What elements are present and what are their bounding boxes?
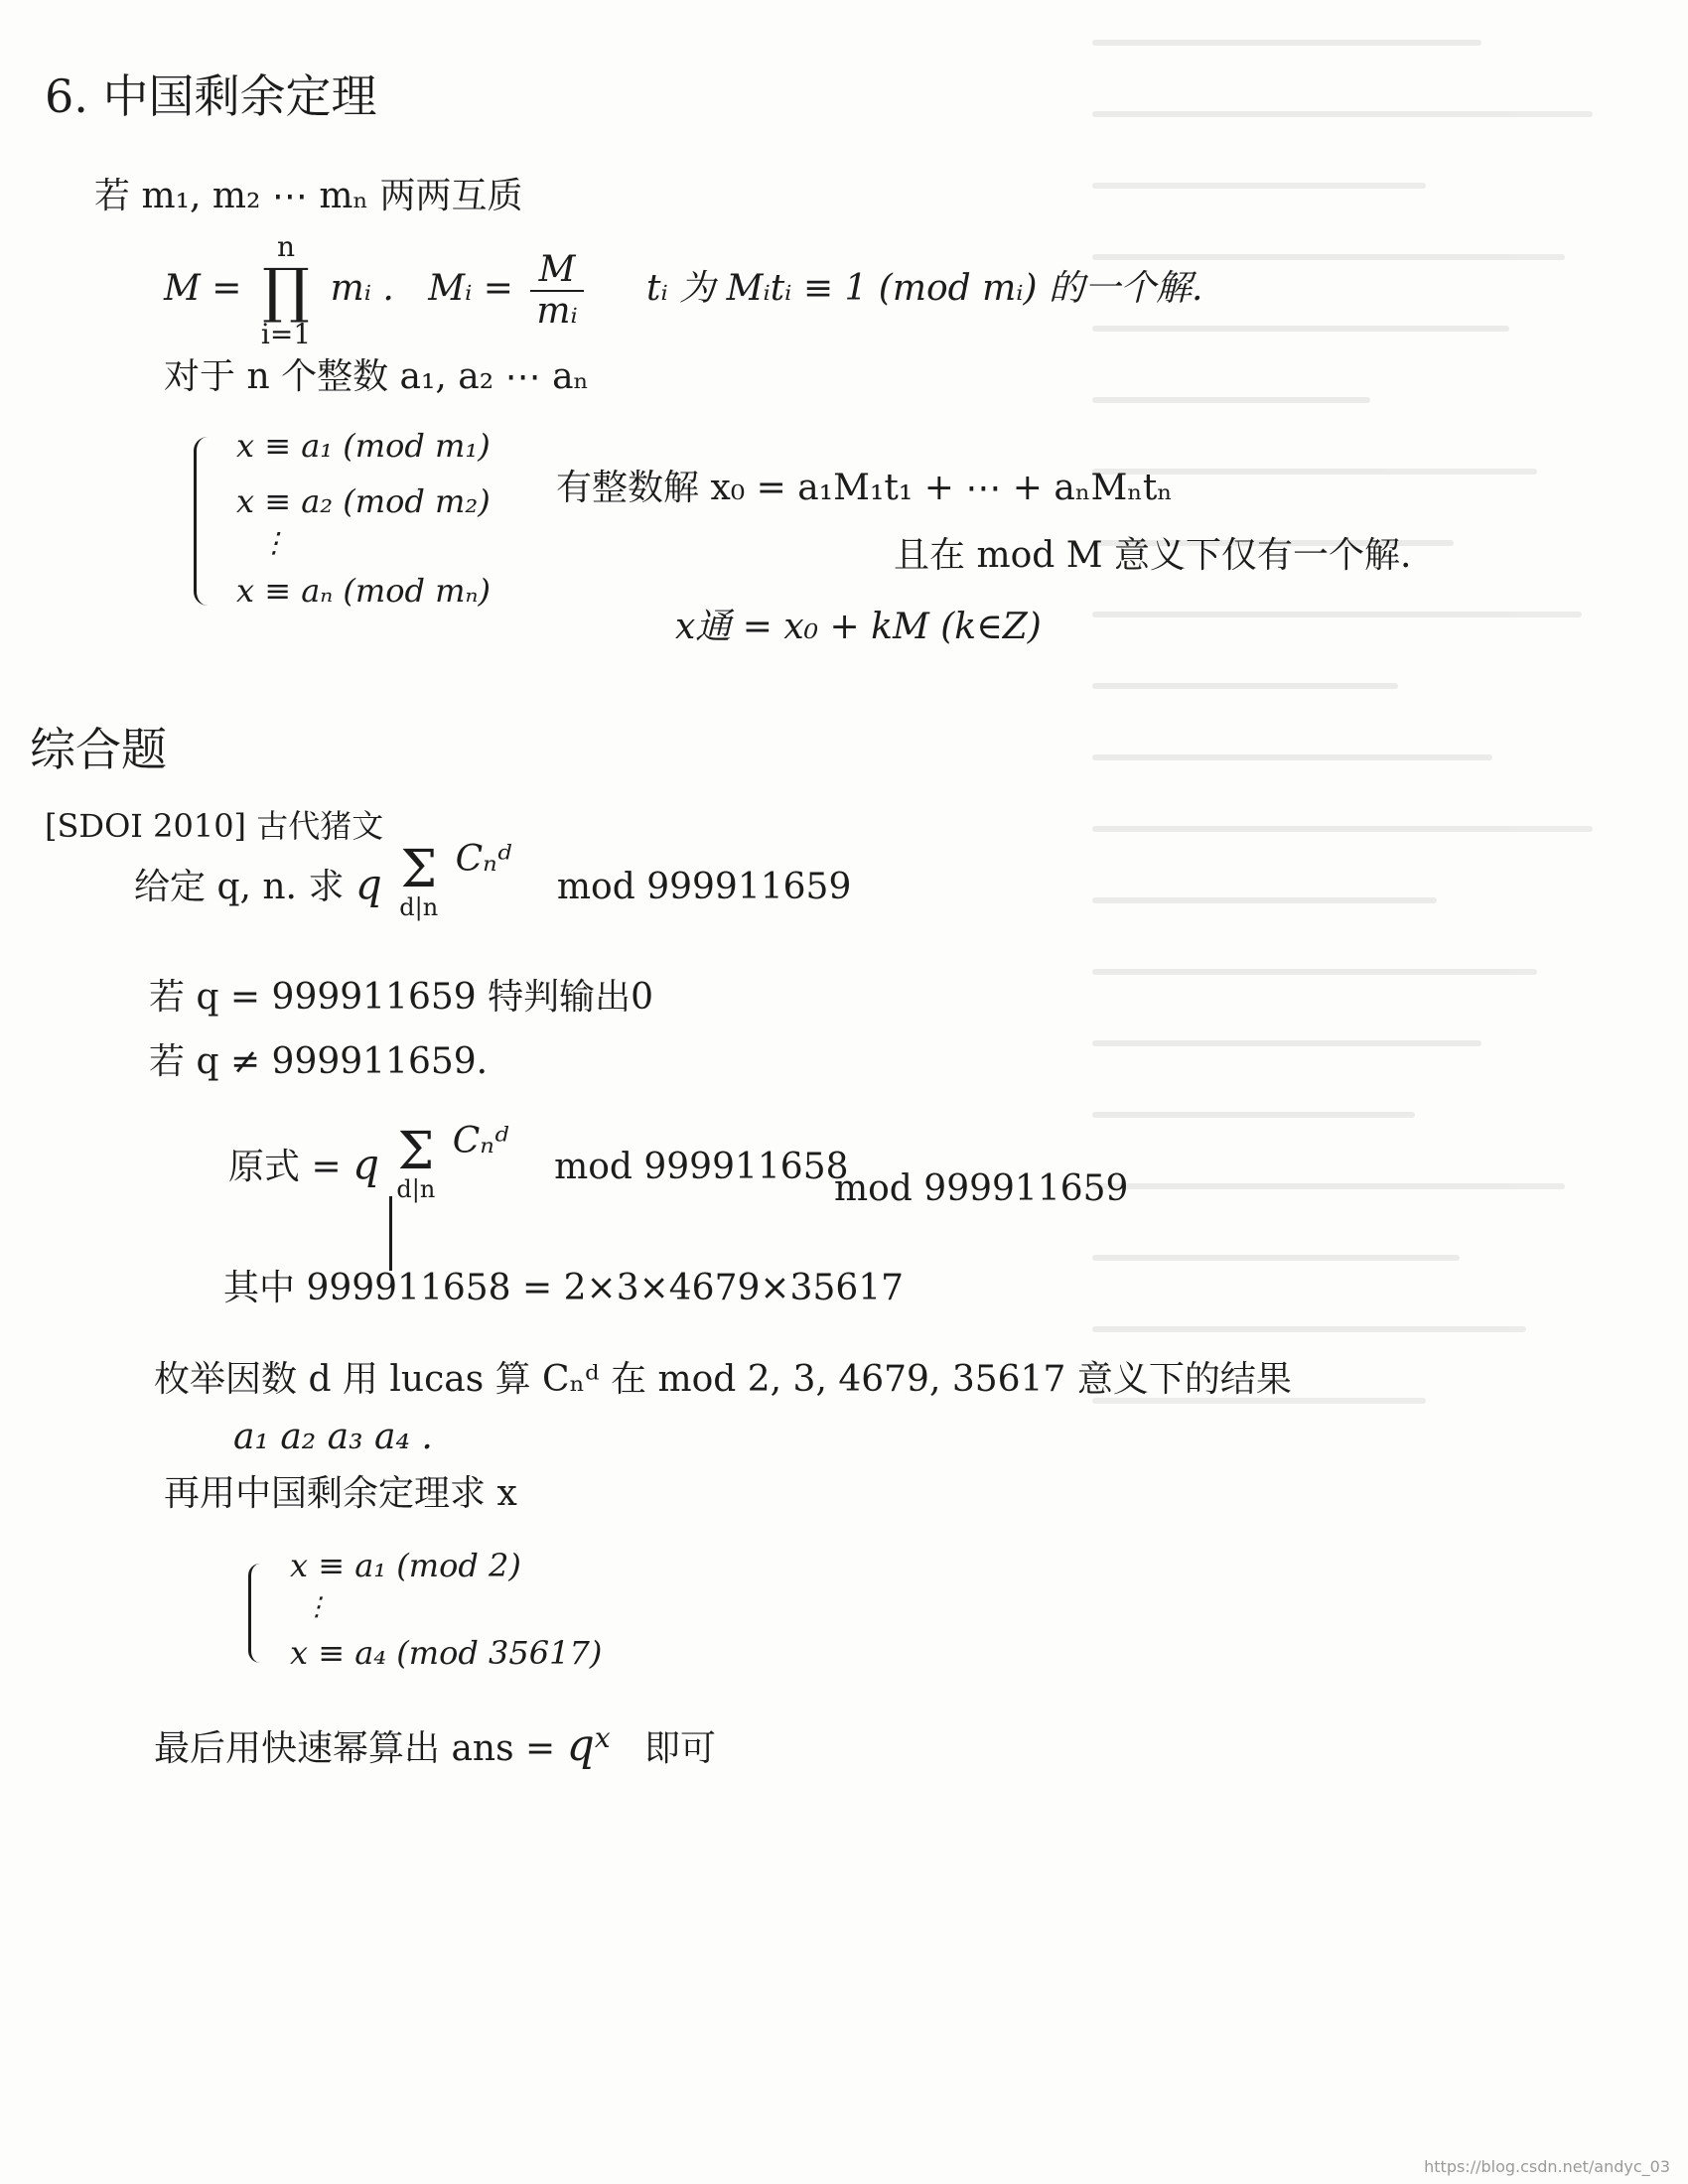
premise-line: 若 m₁, m₂ ⋯ mₙ 两两互质	[94, 176, 523, 216]
solution-line: 有整数解 x₀ = a₁M₁t₁ + ⋯ + aₙMₙtₙ	[556, 468, 1173, 508]
orig-inner-mod: mod 999911658	[554, 1147, 849, 1187]
congruence-dots: ⋮	[260, 526, 288, 559]
M-lhs: M =	[164, 268, 242, 309]
ti-note: tᵢ 为 Mᵢtᵢ ≡ 1 (mod mᵢ) 的一个解.	[646, 268, 1203, 309]
final-end: 即可	[643, 1728, 716, 1769]
given-sum	[399, 840, 439, 921]
uniqueness-line: 且在 mod M 意义下仅有一个解.	[894, 535, 1412, 576]
url-watermark: https://blog.csdn.net/andyc_03	[1424, 2157, 1670, 2176]
general-solution: x通 = x₀ + kM (k∈Z)	[675, 607, 1042, 647]
orig-sum-index: d|n	[396, 1175, 436, 1203]
product-upper: n	[277, 230, 296, 263]
case-not-equal: 若 q ≠ 999911659.	[149, 1041, 489, 1082]
orig-outer-mod: mod 999911659	[834, 1168, 1129, 1209]
case-equal: 若 q = 999911659 特判输出0	[149, 977, 654, 1018]
for-n-integers: 对于 n 个整数 a₁, a₂ ⋯ aₙ	[164, 356, 590, 397]
orig-term: Cₙᵈ	[452, 1121, 509, 1161]
congruence-1: x ≡ a₁ (mod m₁)	[236, 427, 491, 465]
product-symbol: ∏	[262, 256, 310, 326]
crt-again-line: 再用中国剩余定理求 x	[164, 1473, 517, 1514]
final-base: q	[566, 1720, 595, 1771]
congruence2-1: x ≡ a₁ (mod 2)	[290, 1547, 521, 1584]
orig-sum	[396, 1122, 436, 1203]
product-lower: i=1	[260, 318, 312, 350]
congruence2-4: x ≡ a₄ (mod 35617)	[290, 1634, 603, 1672]
final-line	[154, 1722, 716, 1770]
product-term: mᵢ .	[330, 268, 394, 309]
given-term: Cₙᵈ	[455, 839, 512, 880]
given-prefix: 给定 q, n. 求	[134, 867, 345, 907]
final-exponent: x	[594, 1721, 611, 1754]
system-brace	[194, 437, 218, 606]
Mi-fraction	[530, 250, 583, 331]
given-sum-index: d|n	[399, 893, 439, 921]
product-operator	[260, 230, 312, 350]
problem-title: [SDOI 2010] 古代猪文	[45, 807, 384, 845]
Mi-denominator: mᵢ	[536, 291, 578, 332]
given-suffix: mod 999911659	[556, 867, 852, 907]
given-line	[134, 839, 852, 921]
section-title: 6. 中国剩余定理	[45, 69, 377, 123]
orig-sum-symbol: Σ	[397, 1122, 435, 1181]
factorization-line: 其中 999911658 = 2×3×4679×35617	[223, 1268, 905, 1308]
given-base: q	[354, 860, 382, 908]
definition-line	[164, 230, 1203, 350]
orig-prefix: 原式 =	[228, 1147, 342, 1187]
down-stroke	[389, 1196, 392, 1271]
enumerate-line: 枚举因数 d 用 lucas 算 Cₙᵈ 在 mod 2, 3, 4679, 35617 意义下的结果	[154, 1359, 1292, 1400]
orig-base: q	[352, 1140, 379, 1188]
given-sum-symbol: Σ	[400, 840, 438, 899]
congruence2-dots: ⋮	[304, 1592, 330, 1622]
Mi-lhs: Mᵢ =	[428, 268, 513, 309]
original-expression	[228, 1121, 849, 1203]
system2-brace	[248, 1564, 269, 1663]
congruence-2: x ≡ a₂ (mod m₂)	[236, 482, 491, 520]
Mi-numerator: M	[530, 250, 583, 292]
enumerate-results: a₁ a₂ a₃ a₄ .	[233, 1417, 433, 1457]
final-text: 最后用快速幂算出 ans =	[154, 1728, 556, 1769]
section2-title: 综合题	[30, 723, 167, 776]
congruence-n: x ≡ aₙ (mod mₙ)	[236, 572, 491, 610]
